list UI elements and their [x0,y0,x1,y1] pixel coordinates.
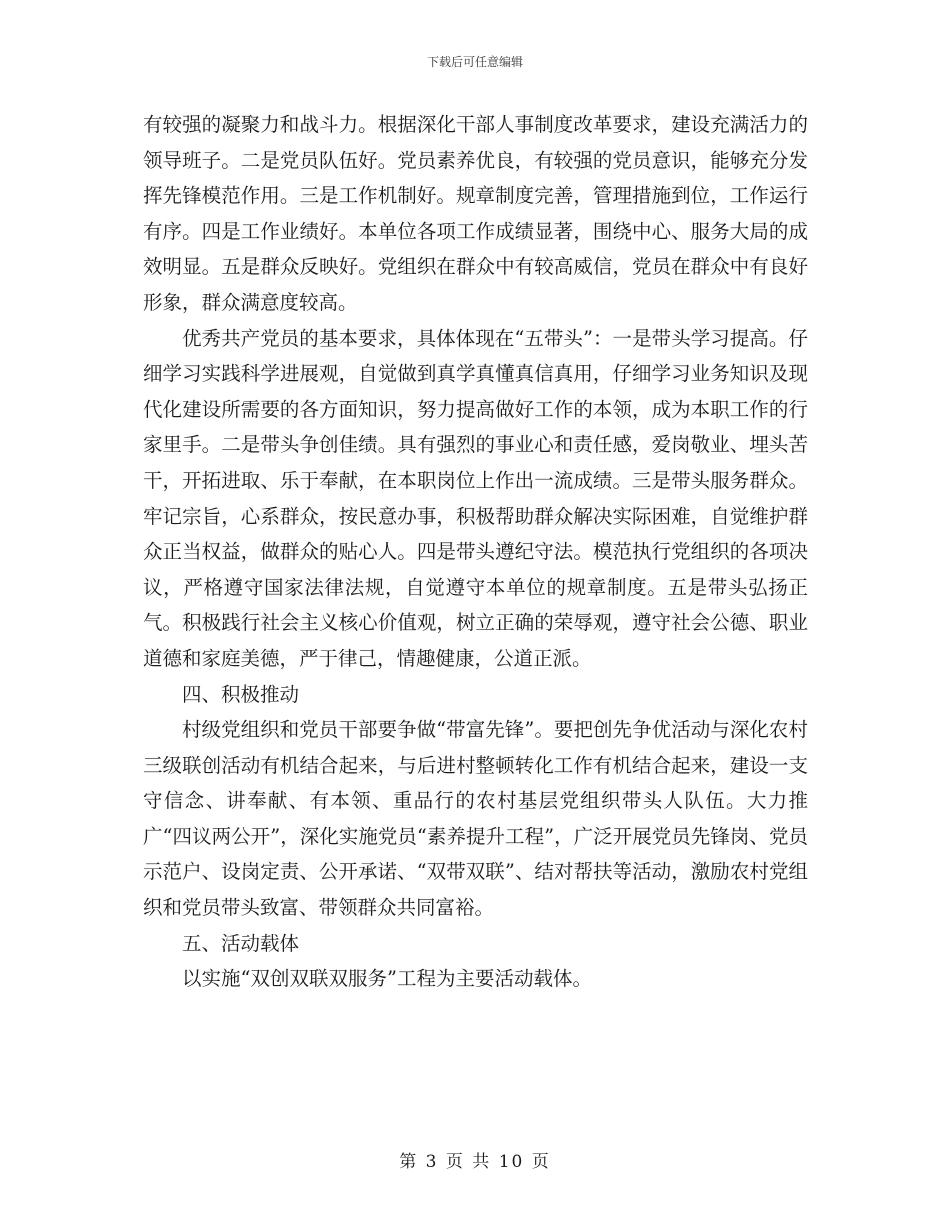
page-header: 下载后可任意编辑 [426,55,523,69]
paragraph-rural-promotion: 村级党组织和党员干部要争做“带富先锋”。要把创先争优活动与深化农村三级联创活动有机结合起来，与后进村整顿转化工作有机结合起来，建设一支守信念、讲奉献、有本领、重品行的农村基层党组织带头人队伍。大力推广“四议两公开”，深化实施党员“素养提升工程”，广泛开展党员先锋岗、党员示范户、设岗定责、公开承诺、“双带双联”、结对帮扶等活动，激励农村党组织和党员带头致富、带领群众共同富裕。 [143,718,808,920]
paragraph-continuation: 有较强的凝聚力和战斗力。根据深化干部人事制度改革要求，建设充满活力的领导班子。二是党员队伍好。党员素养优良，有较强的党员意识，能够充分发挥先锋模范作用。三是工作机制好。规章制度完善，管理措施到位，工作运行有序。四是工作业绩好。本单位各项工作成绩显著，围绕中心、服务大局的成效明显。五是群众反映好。党组织在群众中有较高威信，党员在群众中有良好形象，群众满意度较高。 [143,113,808,314]
section-heading-5: 五、活动载体 [182,931,300,955]
paragraph-party-member-requirements: 优秀共产党员的基本要求，具体体现在“五带头”：一是带头学习提高。仔细学习实践科学进展观，自觉做到真学真懂真信真用，仔细学习业务知识及现代化建设所需要的各方面知识，努力提高做好工作的本领，成为本职工作的行家里手。二是带头争创佳绩。具有强烈的事业心和责任感，爱岗敬业、埋头苦干，开拓进取、乐于奉献，在本职岗位上作出一流成绩。三是带头服务群众。牢记宗旨，心系群众，按民意办事，积极帮助群众解决实际困难，自觉维护群众正当权益，做群众的贴心人。四是带头遵纪守法。模范执行党组织的各项决议，严格遵守国家法律法规，自觉遵守本单位的规章制度。五是带头弘扬正气。积极践行社会主义核心价值观，树立正确的荣辱观，遵守社会公德、职业道德和家庭美德，严于律己，情趣健康，公道正派。 [143,326,808,670]
document-body [143,107,808,997]
page-number-footer: 第 3 页 共 10 页 [399,1152,551,1172]
section-heading-4: 四、积极推动 [182,682,300,706]
paragraph-activity-carrier: 以实施“双创双联双服务”工程为主要活动载体。 [182,967,592,991]
